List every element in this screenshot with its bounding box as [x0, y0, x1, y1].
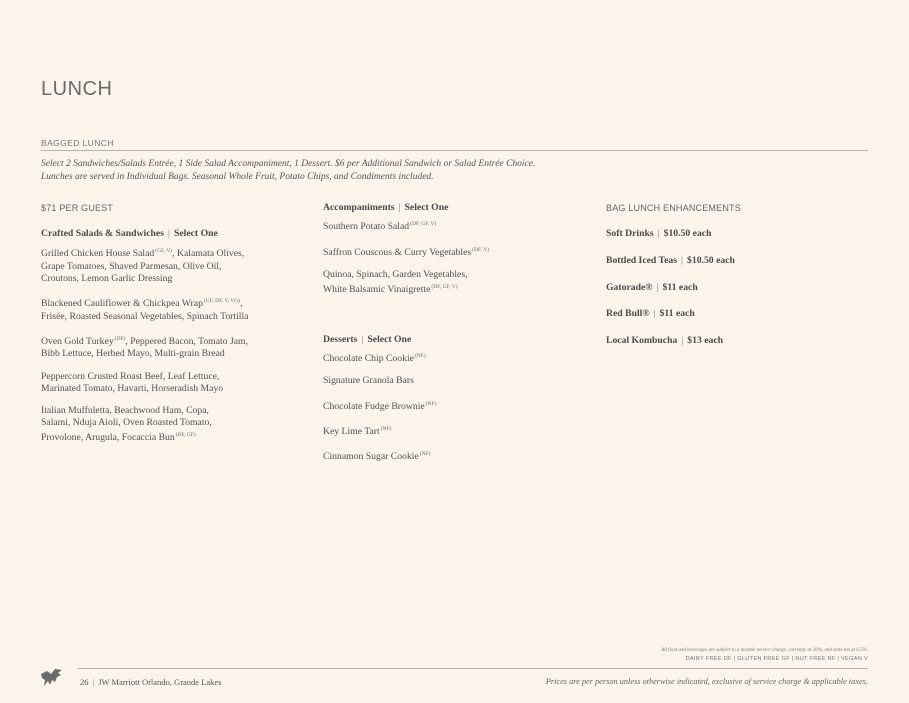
accompaniment-item [323, 244, 573, 259]
legal-note: All food and beverages are subject to a taxable service charge, currently at 26%, and state tax at 6.5%. [661, 648, 868, 653]
item-desc: Frisée, Roasted Seasonal Vegetables, Spinach Tortilla [41, 310, 249, 322]
item-price: $11 each [659, 308, 695, 320]
enhancement-item [606, 308, 876, 320]
diet-tags: (GF, DF, V, VG) [203, 298, 241, 305]
item-desc: Grape Tomatoes, Shaved Parmesan, Olive Oil, [41, 260, 222, 272]
item-desc: Salami, Nduja Aioli, Oven Roasted Tomato, [41, 417, 212, 429]
item-name: White Balsamic Vinaigrette [323, 284, 431, 296]
item-desc: Croutons, Lemon Garlic Dressing [41, 273, 173, 285]
separator: | [168, 228, 170, 240]
price-per-guest: $71 PER GUEST [41, 203, 114, 213]
section-label: BAGGED LUNCH [41, 138, 114, 148]
item-name: Local Kombucha [606, 335, 678, 347]
item-name: Grilled Chicken House Salad [41, 248, 155, 260]
item-price: $10.50 each [663, 228, 712, 240]
separator: | [398, 202, 401, 213]
accompaniment-item [323, 218, 573, 233]
dessert-item [323, 398, 573, 413]
item-name: Blackened Cauliflower & Chickpea Wrap [41, 298, 203, 310]
item-name: Bottled Iced Teas [606, 254, 678, 266]
intro-line: Select 2 Sandwiches/Salads Entrée, 1 Side Salad Accompaniment, 1 Dessert. $6 per Additional Sandwich or Salad Entrée Choice. [41, 159, 536, 169]
diet-tags: (DF, V) [472, 246, 490, 253]
diet-tags: (NF) [414, 352, 426, 359]
menu-item [41, 405, 291, 445]
diet-tags: (DF, GF, V) [431, 284, 458, 291]
intro-line: Lunches are served in Individual Bags. Seasonal Whole Fruit, Potato Chips, and Condiments included. [41, 171, 434, 182]
separator: | [657, 228, 660, 240]
item-name: Gatorade® [606, 281, 653, 293]
page-title: LUNCH [41, 78, 113, 100]
item-name: Signature Granola Bars [323, 375, 414, 387]
item-desc: Provolone, Arugula, Focaccia Bun [41, 432, 175, 444]
sandwiches-heading-label: Crafted Salads & Sandwiches [41, 228, 164, 240]
diet-tags: (DF, GF) [175, 432, 196, 439]
item-name: Saffron Couscous & Curry Vegetables [323, 246, 472, 258]
diet-tags: (NF) [425, 400, 437, 407]
menu-item [41, 295, 291, 323]
enhancements-heading: BAG LUNCH ENHANCEMENTS [606, 203, 741, 213]
enhancement-item [606, 228, 876, 240]
item-desc: , Peppered Bacon, Tomato Jam, [125, 336, 249, 348]
diet-tags: (DF, GF, V) [410, 221, 437, 228]
sandwiches-column [41, 202, 291, 445]
desserts-heading-label: Desserts [323, 333, 358, 345]
select-one-label: Select One [404, 202, 449, 213]
enhancement-item [606, 282, 876, 294]
pricing-note: Prices are per person unless otherwise indicated, exclusive of service charge & applicable taxes. [545, 677, 868, 686]
menu-item [41, 371, 291, 395]
select-one-label: Select One [173, 228, 218, 240]
griffin-logo-icon [40, 668, 64, 688]
item-name: Chocolate Fudge Brownie [323, 400, 425, 412]
separator: | [92, 677, 95, 687]
enhancement-item [606, 335, 876, 347]
intro-text [41, 158, 741, 183]
dessert-item [323, 350, 573, 365]
enhancement-item [606, 255, 876, 267]
diet-tags: (NF) [380, 426, 392, 432]
diet-tags: (DF) [114, 335, 126, 342]
enhancements-column [606, 202, 876, 347]
item-name: Red Bull® [606, 308, 650, 320]
accompaniments-heading [323, 202, 573, 214]
dessert-item [323, 448, 573, 463]
sides-desserts-column [323, 202, 573, 464]
diet-legend: DAIRY FREE DF | GLUTEN FREE GF | NUT FREE NF | VEGAN V [685, 656, 868, 662]
item-desc: Bibb Lettuce, Herbed Mayo, Multi-grain Bread [41, 348, 225, 360]
property-name: JW Marriott Orlando, Grande Lakes [98, 677, 222, 687]
separator: | [681, 335, 684, 347]
desserts-heading [323, 334, 573, 346]
dessert-item [323, 375, 573, 387]
accompaniments-heading-label: Accompaniments [323, 202, 395, 213]
accompaniment-item [323, 269, 573, 297]
item-price: $11 each [662, 281, 698, 293]
item-name: Cinnamon Sugar Cookie [323, 451, 419, 463]
menu-item [41, 333, 291, 361]
diet-tags: (NF) [419, 451, 431, 458]
item-desc: Marinated Tomato, Havarti, Horseradish Mayo [41, 382, 224, 394]
item-name: Oven Gold Turkey [41, 336, 114, 348]
item-price: $13 each [687, 335, 724, 347]
item-desc: , [240, 298, 243, 310]
dessert-item [323, 423, 573, 438]
diet-tags: (GF, V) [155, 248, 173, 255]
separator: | [653, 308, 656, 320]
menu-item [41, 245, 291, 285]
item-name: Chocolate Chip Cookie [323, 353, 414, 365]
item-name: Southern Potato Salad [323, 221, 410, 233]
top-divider [41, 150, 868, 151]
item-name: Quinoa, Spinach, Garden Vegetables, [323, 269, 468, 281]
sandwiches-heading [41, 228, 291, 240]
item-name: Italian Muffuletta, Beachwood Ham, Copa, [41, 404, 209, 416]
page-footer [80, 677, 222, 687]
item-name: Soft Drinks [606, 228, 654, 240]
separator: | [361, 333, 364, 345]
item-price: $10.50 each [687, 254, 735, 266]
item-desc: , Kalamata Olives, [172, 248, 245, 260]
separator: | [656, 281, 659, 293]
page-number: 26 [80, 677, 89, 687]
separator: | [681, 254, 683, 266]
item-name: Key Lime Tart [323, 426, 380, 438]
bottom-divider [78, 668, 868, 669]
select-one-label: Select One [367, 333, 412, 345]
item-name: Peppercorn Crusted Roast Beef, Leaf Lettuce, [41, 370, 220, 382]
